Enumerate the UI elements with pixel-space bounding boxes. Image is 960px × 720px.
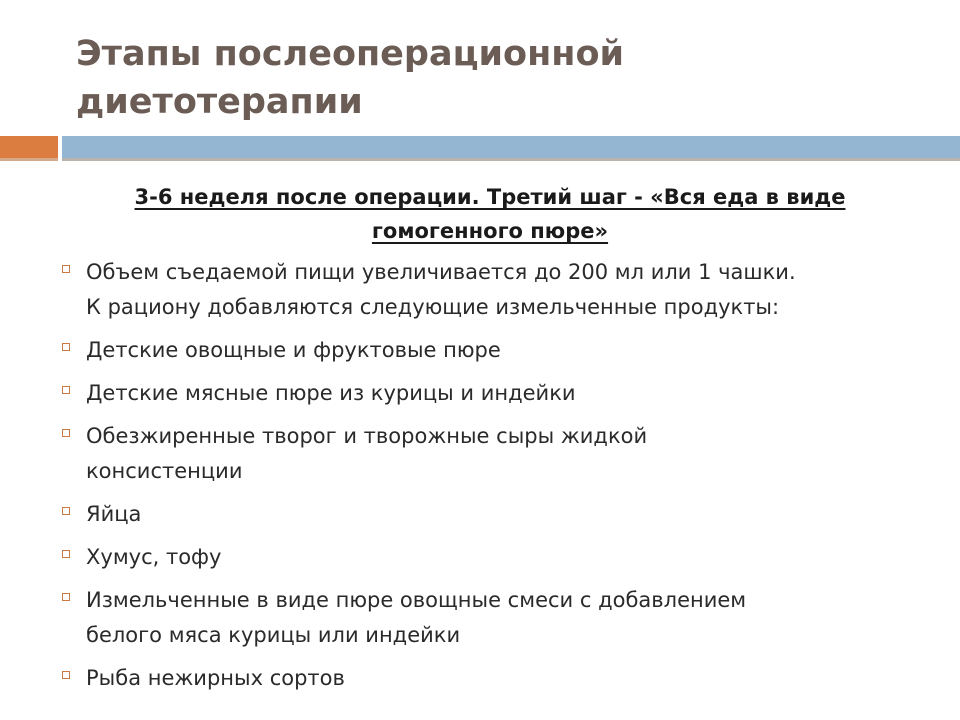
bullet-item (60, 540, 940, 575)
bullet-item (60, 376, 940, 411)
bullet-text-line: Детские овощные и фруктовые пюре (86, 338, 501, 362)
slide-title-line-1: Этапы послеоперационной (76, 34, 625, 74)
bullet-item (60, 419, 940, 489)
hollow-square-bullet-icon (62, 671, 70, 679)
bullet-text-line: Измельченные в виде пюре овощные смеси с добавлением (86, 588, 747, 612)
accent-band-blue (62, 136, 960, 161)
bullet-text-line: белого мяса курицы или индейки (86, 623, 461, 647)
bullet-text-line: Детские мясные пюре из курицы и индейки (86, 381, 576, 405)
bullet-item (60, 661, 940, 696)
hollow-square-bullet-icon (62, 507, 70, 515)
accent-band-orange (0, 136, 58, 161)
bullet-text-line: Яйца (86, 502, 142, 526)
bullet-list (60, 255, 940, 704)
bullet-text-line: Хумус, тофу (86, 545, 222, 569)
bullet-item (60, 255, 940, 325)
bullet-item (60, 333, 940, 368)
bullet-item (60, 497, 940, 532)
section-subtitle-line-2: гомогенного пюре» (371, 219, 609, 243)
section-subtitle (70, 180, 910, 248)
hollow-square-bullet-icon (62, 265, 70, 273)
section-subtitle-line-1: 3-6 неделя после операции. Третий шаг - «Вся еда в виде (134, 185, 846, 209)
bullet-item (60, 583, 940, 653)
hollow-square-bullet-icon (62, 550, 70, 558)
bullet-text-line: Рыба нежирных сортов (86, 666, 345, 690)
bullet-text-line: К рациону добавляются следующие измельченные продукты: (86, 295, 780, 319)
hollow-square-bullet-icon (62, 593, 70, 601)
slide-title (76, 30, 936, 126)
hollow-square-bullet-icon (62, 386, 70, 394)
bullet-text-line: Объем съедаемой пищи увеличивается до 200 мл или 1 чашки. (86, 260, 796, 284)
bullet-text-line: консистенции (86, 459, 243, 483)
slide-title-line-2: диетотерапии (76, 82, 363, 122)
bullet-text-line: Обезжиренные творог и творожные сыры жидкой (86, 424, 648, 448)
hollow-square-bullet-icon (62, 429, 70, 437)
hollow-square-bullet-icon (62, 343, 70, 351)
